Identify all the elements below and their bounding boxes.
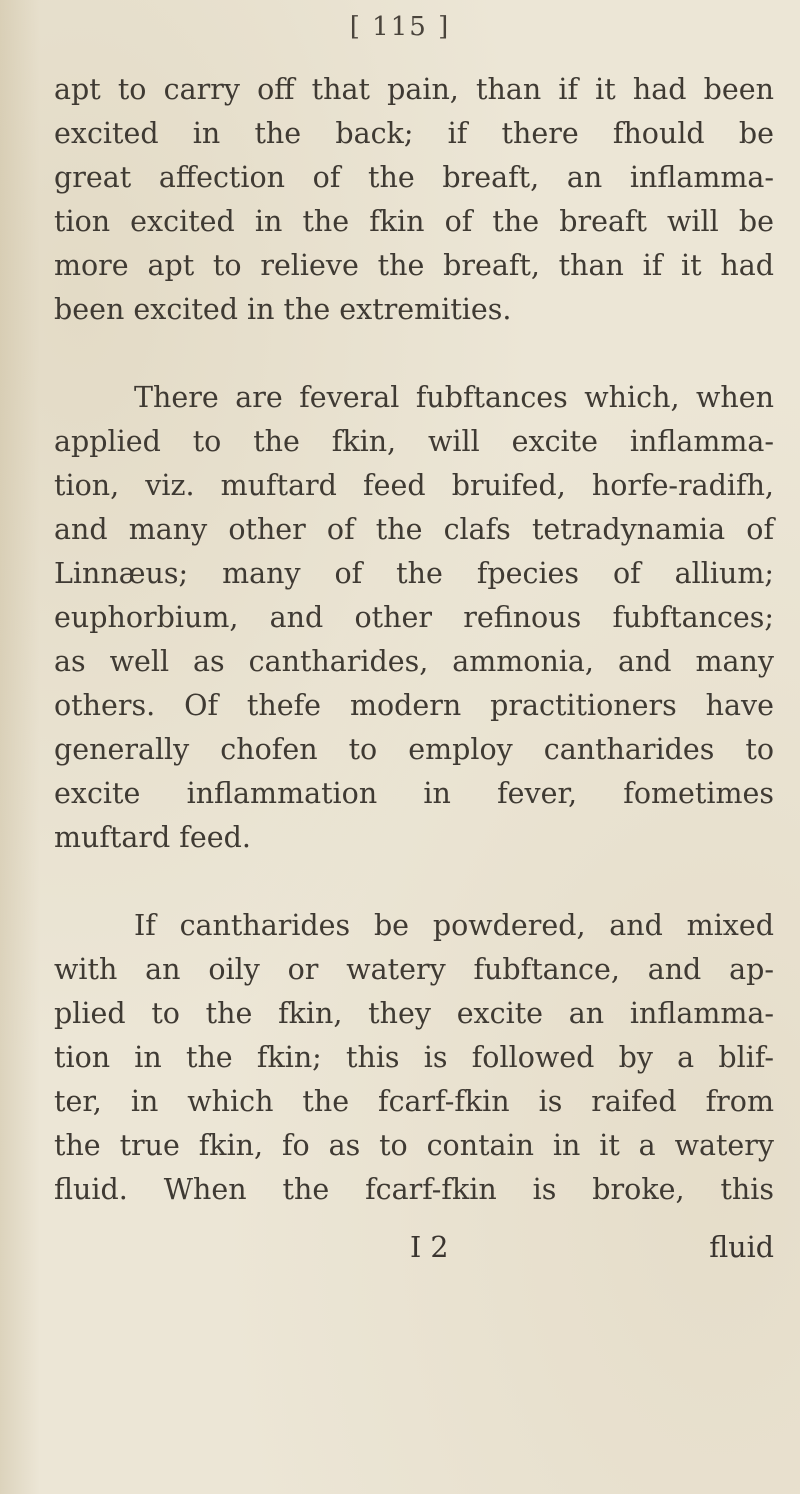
text-line: Linnæus; many of the fpecies of allium;	[54, 557, 774, 590]
text-line: plied to the fkin, they excite an inflamma-	[54, 997, 774, 1030]
text-line: others. Of thefe modern practitioners have	[54, 689, 774, 722]
signature-mark: I 2	[410, 1231, 449, 1264]
text-line: tion in the fkin; this is followed by a blif-	[54, 1041, 774, 1074]
text-line: tion, viz. muftard feed bruifed, horfe-radifh,	[54, 469, 774, 502]
text-line: the true fkin, fo as to contain in it a watery	[54, 1129, 774, 1162]
text-line: tion excited in the fkin of the breaft will be	[54, 205, 774, 238]
text-line: with an oily or watery fubftance, and ap-	[54, 953, 774, 986]
page-body	[54, 68, 774, 1212]
text-line: excited in the back; if there fhould be	[54, 117, 774, 150]
text-line: apt to carry off that pain, than if it had been	[54, 73, 774, 106]
text-line: as well as cantharides, ammonia, and many	[54, 645, 774, 678]
text-line: fluid. When the fcarf-fkin is broke, this	[54, 1173, 774, 1206]
text-line: applied to the fkin, will excite inflamma-	[54, 425, 774, 458]
text-line: If cantharides be powdered, and mixed	[134, 909, 774, 942]
page-number: [ 115 ]	[349, 12, 451, 42]
text-line: generally chofen to employ cantharides to	[54, 733, 774, 766]
catchword: fluid	[709, 1231, 774, 1264]
text-line: ter, in which the fcarf-fkin is raifed from	[54, 1085, 774, 1118]
text-line: excite inflammation in fever, fometimes	[54, 777, 774, 810]
text-line: and many other of the clafs tetradynamia of	[54, 513, 774, 546]
text-line: more apt to relieve the breaft, than if it had	[54, 249, 774, 282]
text-line: euphorbium, and other refinous fubftances;	[54, 601, 774, 634]
text-line: been excited in the extremities.	[54, 293, 512, 326]
text-line: There are feveral fubftances which, when	[134, 381, 774, 414]
text-line: great affection of the breaft, an inflamma-	[54, 161, 774, 194]
text-line: muftard feed.	[54, 821, 251, 854]
